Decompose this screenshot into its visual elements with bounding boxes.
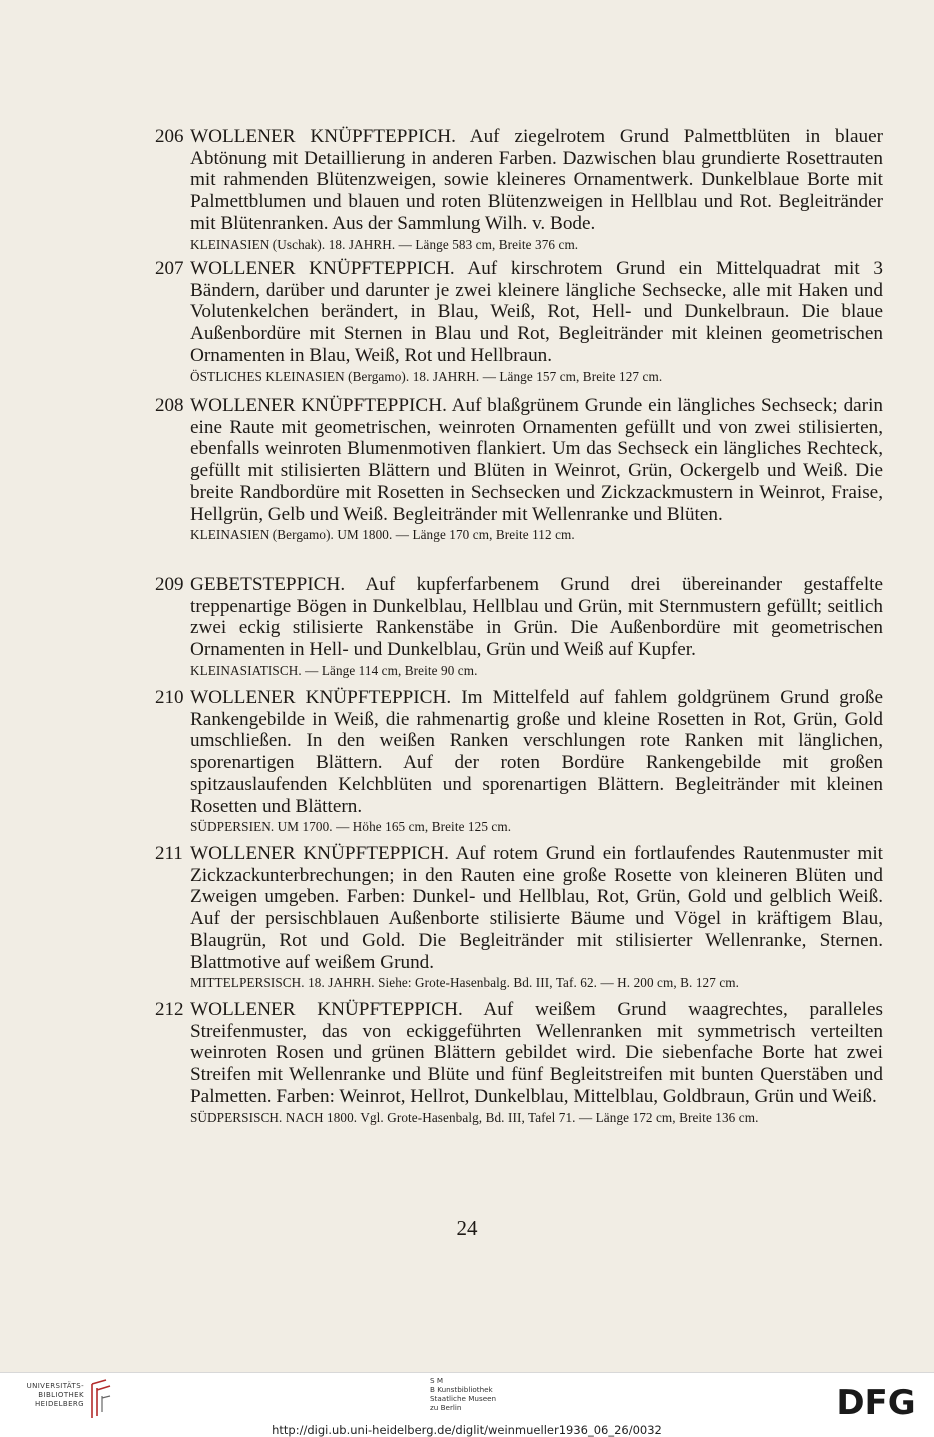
smb-line: S M [430,1376,444,1385]
entry-number: 206 [155,126,184,147]
catalog-entry-206 [155,126,883,253]
entry-provenance: MITTELPERSISCH. 18. JAHRH. Siehe: Grote-Hasenbalg. Bd. III, Taf. 62. — H. 200 cm, B. 127 cm. [190,975,740,991]
dfg-logo-text: DFG [836,1384,916,1420]
entry-number: 207 [155,258,184,279]
entry-description: WOLLENER KNÜPFTEPPICH. Auf blaßgrünem Grunde ein längliches Sechseck; darin eine Raute mit geometrischen, weinroten Ornamenten gefüllt und von zwei stilisierten, ebenfalls weinroten Blumenmotiven flankiert. Um das Sechseck ein längliches Rechteck, gefüllt mit stilisierten Blättern und Blüten in Weinrot, Grün, Ockergelb und Weiß. Die breite Randbordüre mit Rosetten in Sechsecken und Zickzackmustern in Weinrot, Fraise, Hellgrün, Gelb und Weiß. Begleitränder mit Wellenranke und Blüten. [190,395,883,525]
entry-description: WOLLENER KNÜPFTEPPICH. Auf weißem Grund waagrechtes, paralleles Streifenmuster, das von eckiggeführten Wellenranken mit symmetrisch verteilten weinroten Rosen und grünen Blättern gebildet wird. Die siebenfache Borte hat zwei Streifen mit Wellenranke und Blüte und fünf Begleitstreifen mit bunten Querstäben und Palmetten. Farben: Weinrot, Hellrot, Dunkelblau, Mittelblau, Goldbraun, Grün und Weiß. [190,999,883,1107]
catalog-entry-208 [155,395,883,543]
catalog-entry-211 [155,843,883,991]
entry-provenance: KLEINASIATISCH. — Länge 114 cm, Breite 90 cm. [190,662,478,678]
entry-provenance: SÜDPERSIEN. UM 1700. — Höhe 165 cm, Breite 125 cm. [190,819,512,835]
catalog-entry-210 [155,687,883,835]
entry-provenance: ÖSTLICHES KLEINASIEN (Bergamo). 18. JAHRH. — Länge 157 cm, Breite 127 cm. [190,368,663,384]
catalog-entry-209 [155,574,883,679]
catalog-entry-207 [155,258,883,385]
entry-description: WOLLENER KNÜPFTEPPICH. Auf kirschrotem Grund ein Mittelquadrat mit 3 Bändern, darüber und darunter je zwei kleinere längliche Sechsecke, alle mit Haken und Volutenkelchen berändert, in Blau, Weiß, Rot, Hell- und Dunkelbraun. Die blaue Außenbordüre mit Sternen in Blau und Rot, Begleitränder mit kleinen geometrischen Ornamenten in Blau, Weiß, Rot und Hellbraun. [190,258,883,366]
smb-line: B Kunstbibliothek [430,1385,493,1394]
catalog-entry-212 [155,999,883,1126]
entry-description: WOLLENER KNÜPFTEPPICH. Auf ziegelrotem Grund Palmettblüten in blauer Abtönung mit Detaillierung in anderen Farben. Dazwischen blau grundierte Rosettrauten mit rahmenden Blütenzweigen, sowie kleineres Ornamentwerk. Dunkelblaue Borte mit Palmettblumen und blauen und roten Blütenzweigen in Hellblau und Rot. Begleitränder mit Blütenranken. Aus der Sammlung Wilh. v. Bode. [190,126,883,234]
dfg-logo[interactable] [830,1384,922,1420]
university-logo-line: UNIVERSITÄTS- [26,1382,84,1390]
university-logo-line: BIBLIOTHEK [38,1391,84,1399]
page-number: 24 [456,1216,478,1240]
university-library-logo[interactable] [24,1378,124,1422]
footer-divider [0,1372,934,1373]
university-logo-line: HEIDELBERG [35,1400,84,1408]
smb-line: zu Berlin [430,1403,462,1412]
entry-description: WOLLENER KNÜPFTEPPICH. Auf rotem Grund ein fortlaufendes Rautenmuster mit Zickzackunterbrechungen; in den Rauten eine große Rosette von kleineren Blüten und Zweigen umgeben. Farben: Dunkel- und Hellblau, Rot, Grün, Gold und gelblich Weiß. Auf der persischblauen Außenborte stilisierte Bäume und Vögel in kräftigem Blau, Blaugrün, Rot und Gold. Die Begleitränder mit stilisierter Wellenranke, Sternen. Blattmotive auf weißem Grund. [190,843,883,973]
entry-description: GEBETSTEPPICH. Auf kupferfarbenem Grund drei übereinander gestaffelte treppenartige Bögen in Dunkelblau, Hellblau und Grün, mit Sternmustern gefüllt; seitlich zwei eckig stilisierte Rankenstäbe in Grün. Die Außenbordüre mit geometrischen Ornamenten in Hell- und Dunkelblau, Grün und Weiß auf Kupfer. [190,574,883,661]
entry-number: 208 [155,395,184,416]
footer-permalink[interactable]: http://digi.ub.uni-heidelberg.de/diglit/weinmueller1936_06_26/0032 [272,1423,662,1437]
entry-number: 210 [155,687,184,708]
entry-number: 212 [155,999,184,1020]
entry-number: 211 [155,843,183,864]
entry-provenance: KLEINASIEN (Uschak). 18. JAHRH. — Länge 583 cm, Breite 376 cm. [190,236,579,252]
entry-provenance: SÜDPERSISCH. NACH 1800. Vgl. Grote-Hasenbalg, Bd. III, Tafel 71. — Länge 172 cm, Breite 136 cm. [190,1109,759,1125]
smb-kunstbibliothek-logo[interactable] [430,1376,550,1412]
entry-provenance: KLEINASIEN (Bergamo). UM 1800. — Länge 170 cm, Breite 112 cm. [190,527,575,543]
university-mark-icon [88,1378,114,1420]
entry-description: WOLLENER KNÜPFTEPPICH. Im Mittelfeld auf fahlem goldgrünem Grund große Rankengebilde in Weiß, die rahmenartig große und kleine Rosetten in Rot, Grün, Gold umschließen. In den weißen Ranken verschlungen rote Ranken mit länglichen, sporenartigen Blättern. Auf der roten Bordüre Rankengebilde mit großen spitzauslaufenden Kelchblüten und sporenartigen Blättern. Begleitränder mit kleinen Rosetten und Blättern. [190,687,883,817]
entry-number: 209 [155,574,184,595]
smb-line: Staatliche Museen [430,1394,497,1403]
